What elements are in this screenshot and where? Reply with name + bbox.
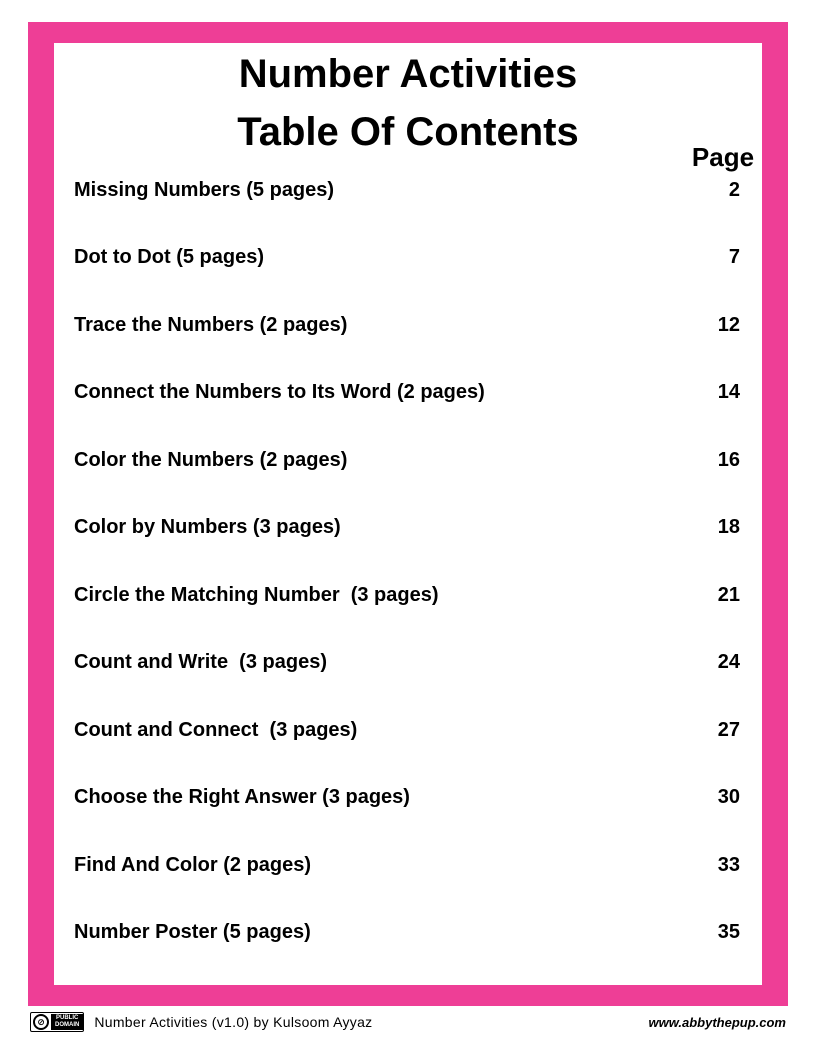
badge-text-top: PUBLIC xyxy=(56,1015,79,1021)
badge-text-bottom: DOMAIN xyxy=(55,1022,80,1028)
public-domain-badge xyxy=(30,1012,84,1032)
toc-entry xyxy=(74,375,742,411)
page-column-header: Page xyxy=(691,142,755,172)
toc-entry xyxy=(74,645,742,681)
toc-entry-label: Color by Numbers (3 pages) xyxy=(74,516,341,538)
toc-dot-leader xyxy=(272,246,690,270)
toc-dot-leader xyxy=(493,381,690,405)
toc-entry-page-number: 33 xyxy=(717,853,740,876)
toc-entry-page-number: 16 xyxy=(717,448,740,471)
toc-entry-page-number: 24 xyxy=(717,651,740,673)
toc-entry xyxy=(74,780,742,816)
toc-dot-leader xyxy=(342,178,690,202)
toc-dot-leader xyxy=(418,786,690,810)
toc-entry-label: Choose the Right Answer (3 pages) xyxy=(74,786,410,808)
footer-credit: Number Activities (v1.0) by Kulsoom Ayyaz xyxy=(94,1014,373,1030)
toc-entry-label: Circle the Matching Number (3 pages) xyxy=(74,583,439,606)
toc-entry-page-number: 2 xyxy=(728,178,740,201)
toc-entry xyxy=(74,847,742,883)
document-title-line1: Number Activities xyxy=(238,52,578,96)
toc-entry-label: Trace the Numbers (2 pages) xyxy=(74,313,348,336)
toc-dot-leader xyxy=(349,516,690,540)
toc-dot-leader xyxy=(365,718,690,742)
toc-dot-leader xyxy=(355,448,690,472)
toc-entry-page-number: 12 xyxy=(717,313,740,336)
toc-entry xyxy=(74,577,742,613)
toc-entry-page-number: 21 xyxy=(717,583,740,606)
toc-entry-label: Find And Color (2 pages) xyxy=(74,853,312,876)
toc-entry xyxy=(74,712,742,748)
toc-entry xyxy=(74,442,742,478)
toc-dot-leader xyxy=(319,921,690,945)
footer xyxy=(28,1008,788,1036)
toc-dot-leader xyxy=(355,313,690,337)
toc-entry xyxy=(74,510,742,546)
toc-entry-label: Number Poster (5 pages) xyxy=(74,921,311,943)
document-title-line2: Table Of Contents xyxy=(237,110,579,154)
toc-dot-leader xyxy=(447,583,690,607)
toc-entry-page-number: 7 xyxy=(728,246,740,268)
public-domain-badge-text xyxy=(51,1014,83,1030)
toc-entry-page-number: 35 xyxy=(717,921,740,943)
toc-entry xyxy=(74,915,742,951)
toc-entry-page-number: 18 xyxy=(717,516,740,538)
toc-entry-page-number: 30 xyxy=(717,786,740,808)
toc-dot-leader xyxy=(335,651,690,675)
footer-url-link[interactable]: www.abbythepup.com xyxy=(648,1014,786,1030)
toc-entry xyxy=(74,307,742,343)
public-domain-icon: ⊘ xyxy=(33,1014,49,1030)
toc-dot-leader xyxy=(319,853,690,877)
toc-entry-page-number: 14 xyxy=(717,381,740,403)
toc-entry xyxy=(74,172,742,208)
toc-entry-page-number: 27 xyxy=(717,718,740,741)
toc-entry-label: Count and Write (3 pages) xyxy=(74,651,327,673)
toc-entry-label: Missing Numbers (5 pages) xyxy=(74,178,335,201)
toc-entry-label: Connect the Numbers to Its Word (2 pages) xyxy=(74,381,485,403)
toc-entry-label: Dot to Dot (5 pages) xyxy=(74,246,264,268)
toc-entry xyxy=(74,240,742,276)
toc-entry-label: Color the Numbers (2 pages) xyxy=(74,448,348,471)
toc-entry-label: Count and Connect (3 pages) xyxy=(74,718,358,741)
